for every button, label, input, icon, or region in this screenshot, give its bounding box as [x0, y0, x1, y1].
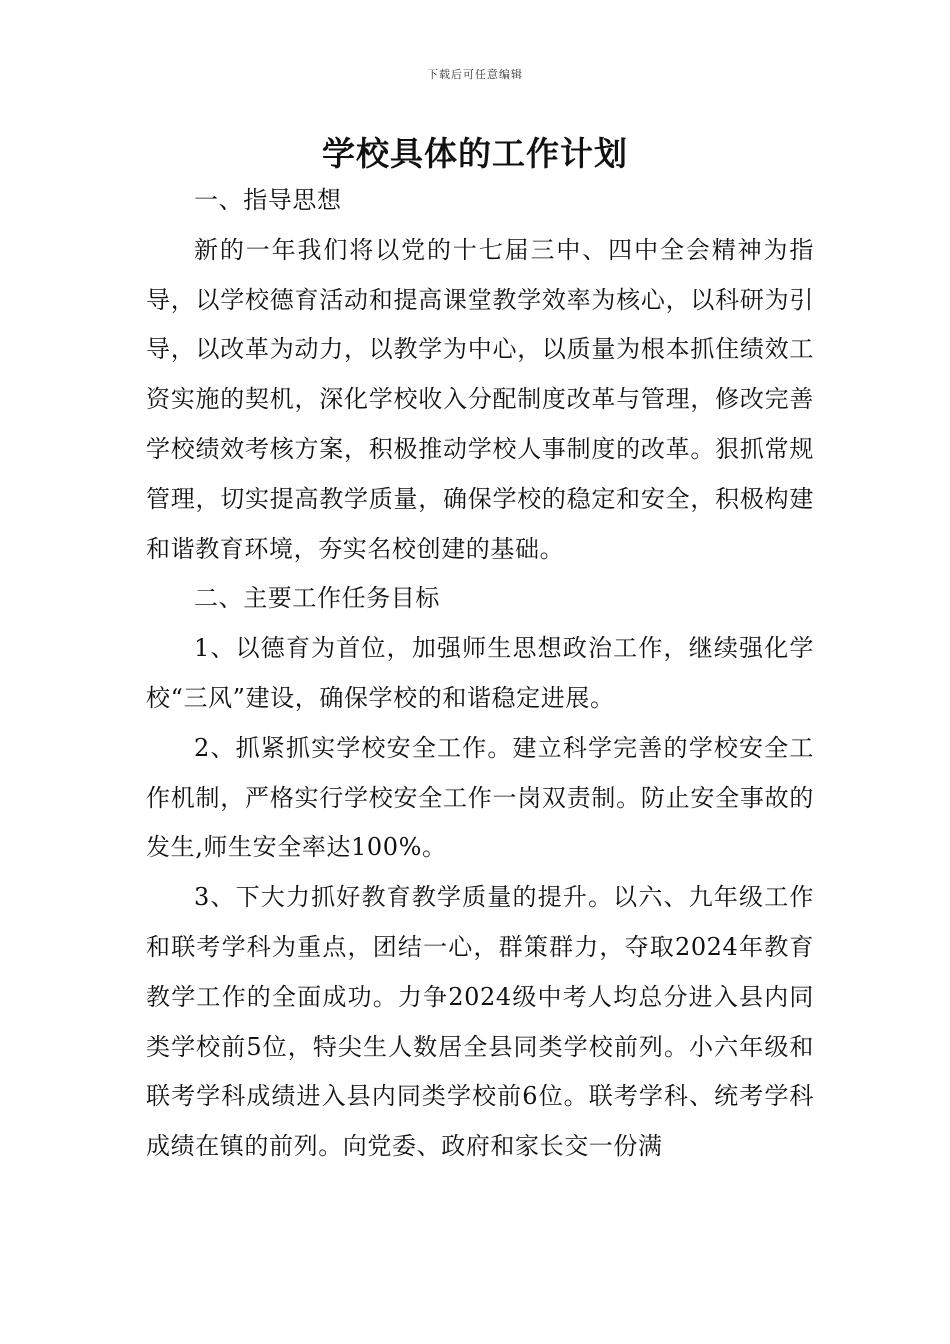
paragraph-task-2: 2、抓紧抓实学校安全工作。建立科学完善的学校安全工作机制，严格实行学校安全工作一岗双责制。防止安全事故的发生,师生安全率达100%。: [146, 733, 814, 862]
paragraph-guiding-ideology: 新的一年我们将以党的十七届三中、四中全会精神为指导，以学校德育活动和提高课堂教学效率为核心，以科研为引导，以改革为动力，以教学为中心，以质量为根本抓住绩效工资实施的契机，深化学校收入分配制度改革与管理，修改完善学校绩效考核方案，积极推动学校人事制度的改革。狠抓常规管理，切实提高教学质量，确保学校的稳定和安全，积极构建和谐教育环境，夯实名校创建的基础。: [146, 235, 814, 563]
header-note: 下载后可任意编辑: [427, 68, 523, 81]
document-body: [146, 176, 814, 1172]
section-heading-guiding-ideology: 一、指导思想: [194, 186, 342, 214]
document-title: 学校具体的工作计划: [322, 134, 628, 173]
section-heading-main-tasks: 二、主要工作任务目标: [194, 584, 440, 613]
paragraph-task-1: 1、以德育为首位，加强师生思想政治工作，继续强化学校“三风”建设，确保学校的和谐稳定进展。: [146, 634, 814, 712]
paragraph-task-3: 3、下大力抓好教育教学质量的提升。以六、九年级工作和联考学科为重点，团结一心，群策群力，夺取2024年教育教学工作的全面成功。力争2024级中考人均总分进入县内同类学校前5位，特尖生人数居全县同类学校前列。小六年级和联考学科成绩进入县内同类学校前6位。联考学科、统考学科成绩在镇的前列。向党委、政府和家长交一份满: [146, 883, 814, 1161]
